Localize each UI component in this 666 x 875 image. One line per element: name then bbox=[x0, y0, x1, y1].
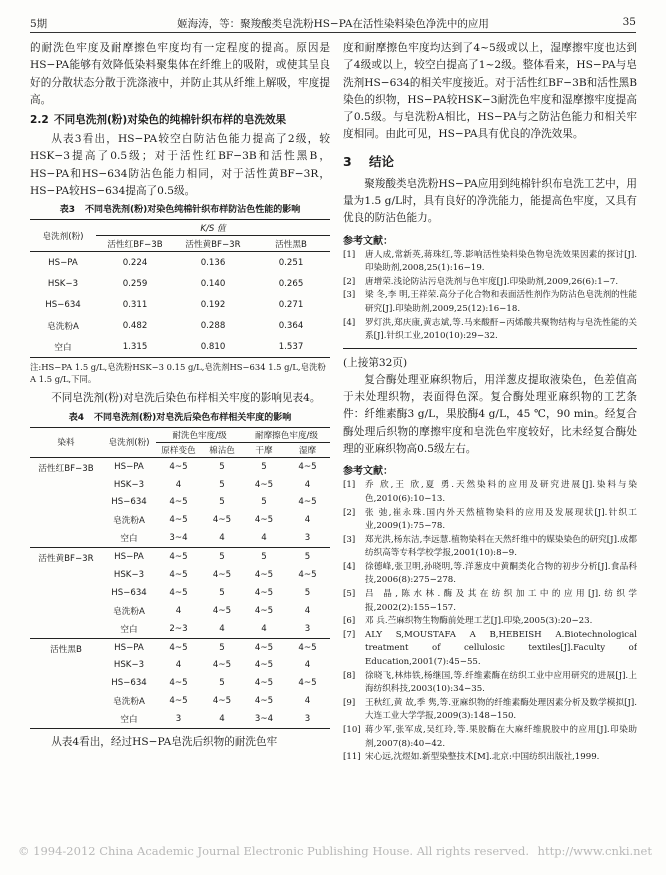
table4 bbox=[30, 427, 330, 729]
reference-number: [4] bbox=[343, 561, 356, 572]
table-cell-value: 5 bbox=[219, 479, 225, 490]
table-cell-value: 0.364 bbox=[278, 320, 304, 331]
table-cell-value: 4~5 bbox=[254, 587, 274, 598]
table-cell-value: 4~5 bbox=[254, 642, 274, 653]
table-cell-agent: HS−634 bbox=[111, 587, 147, 598]
reference-number: [1] bbox=[343, 249, 356, 260]
table-header-dye: 活性红BF−3B bbox=[96, 236, 174, 252]
table3-caption bbox=[30, 204, 330, 217]
table-cell-value: 5 bbox=[261, 552, 267, 563]
table-cell-value: 4~5 bbox=[169, 569, 188, 580]
table-cell-agent: 空白 bbox=[102, 710, 156, 728]
table-cell-value: 5 bbox=[304, 552, 311, 563]
table-cell-value: 0.311 bbox=[122, 299, 148, 310]
table-cell-value: 5 bbox=[219, 497, 225, 508]
table-cell-value: 4~5 bbox=[298, 642, 317, 653]
paragraph: 从表3看出，HS−PA较空白防沾色能力提高了2级，较HSK−3提高了0.5级；对于活性红BF−3B和活性黑B，HS−PA和HS−634防沾色能力相同，对于活性黄BF−3R，HS−PA较HS−634提高了0.5级。 bbox=[30, 133, 330, 198]
paragraph: 从表4看出，经过HS−PA皂洗后织物的耐洗色牢 bbox=[51, 736, 278, 749]
reference-number: [2] bbox=[343, 276, 356, 287]
table-cell-value: 0.192 bbox=[200, 299, 226, 310]
table-cell-value: 4 bbox=[175, 660, 182, 671]
reference-item bbox=[343, 615, 637, 629]
table-cell-agent: HS−PA bbox=[114, 642, 144, 653]
table-header-agent: 皂洗剂(粉) bbox=[102, 427, 156, 457]
reference-list bbox=[343, 479, 637, 764]
section-number: 2.2 bbox=[30, 114, 49, 127]
table-row bbox=[30, 252, 330, 274]
table-cell-value: 4~5 bbox=[298, 461, 317, 472]
table-cell-value: 3 bbox=[156, 710, 201, 728]
table-cell-value: 3 bbox=[285, 620, 330, 638]
reference-text: 张 弛,崔永珠.国内外天然植物染料的应用及发展现状[J].针织工业,2009(1):75−78. bbox=[365, 507, 637, 532]
table-cell-value: 4 bbox=[201, 529, 243, 547]
section-heading-2-2 bbox=[30, 112, 330, 129]
table-cell-value: 5 bbox=[304, 587, 311, 598]
reference-item bbox=[343, 670, 637, 697]
table-header-wash: 耐洗色牢度/级 bbox=[156, 427, 243, 442]
table-header-dye: 活性黄BF−3R bbox=[174, 236, 252, 252]
reference-number: [10] bbox=[343, 725, 361, 735]
table-row bbox=[30, 315, 330, 336]
reference-number: [8] bbox=[343, 670, 356, 681]
table-cell-value: 4~5 bbox=[254, 515, 274, 526]
table-title: 不同皂洗剂(粉)对染色纯棉针织布样防沾色性能的影响 bbox=[85, 205, 301, 216]
table-cell-value: 3~4 bbox=[243, 710, 285, 728]
reference-text: 王秋红,黄 故,季 隽,等.亚麻织物的纤维素酶处理因素分析及数学模拟[J].大连工业大学学报,2009(3):148−150. bbox=[365, 697, 637, 722]
table-cell-value: 4~5 bbox=[169, 696, 188, 707]
references-heading: 参考文献： bbox=[343, 466, 393, 478]
table-cell-value: 4 bbox=[243, 620, 285, 638]
reference-item bbox=[343, 751, 637, 765]
reference-text: 唐人成,常新英,蒋珠红,等.影响活性染料染色物皂洗效果因素的探讨[J].印染助剂,2008,25(1):16−19. bbox=[365, 249, 637, 274]
table-cell-value: 4~5 bbox=[212, 696, 232, 707]
table-cell-value: 4~5 bbox=[254, 479, 274, 490]
table-cell-value: 0.259 bbox=[122, 278, 148, 289]
table-cell-agent: HS−PA bbox=[48, 257, 78, 268]
table-row bbox=[30, 548, 330, 566]
table-cell-value: 5 bbox=[219, 552, 225, 563]
section-number: 3 bbox=[343, 153, 352, 169]
table-cell-value: 0.251 bbox=[278, 257, 304, 268]
table-cell-value: 0.810 bbox=[174, 336, 252, 358]
table-cell-value: 0.288 bbox=[200, 320, 226, 331]
reference-text: 徐晓飞,林炜铁,杨继国,等.纤维素酶在纺织工业中应用研究的进展[J].上海纺织科技,2003(10):34−35. bbox=[365, 670, 637, 695]
table-cell-agent: 空白 bbox=[102, 620, 156, 638]
table-cell-value: 4~5 bbox=[212, 569, 232, 580]
table-subheader: 棉沾色 bbox=[201, 442, 243, 457]
reference-text: 吕 晶,陈水林.酶及其在纺织加工中的应用[J].纺织学报,2002(2):155−157. bbox=[365, 589, 637, 613]
references-heading: 参考文献： bbox=[343, 235, 393, 247]
table-cell-value: 0.271 bbox=[278, 299, 304, 310]
reference-text: 蒋少军,张军成,吴红玲,等.果胶酶在大麻纤维脱胶中的应用[J].印染助剂,2007(8):40−42. bbox=[365, 725, 637, 749]
table-cell-value: 4~5 bbox=[212, 660, 232, 671]
table-subheader: 干摩 bbox=[243, 442, 285, 457]
table-cell-value: 4~5 bbox=[212, 515, 232, 526]
table-cell-value: 4~5 bbox=[169, 515, 188, 526]
table-cell-value: 3 bbox=[285, 710, 330, 728]
reference-item bbox=[343, 507, 637, 534]
reference-number: [1] bbox=[343, 480, 356, 491]
table-row bbox=[30, 273, 330, 294]
reference-text: 宋心远,沈煜如.新型染整技术[M].北京:中国纺织出版社,1999. bbox=[365, 752, 600, 763]
table-cell-value: 4 bbox=[175, 605, 182, 616]
table-cell-value: 5 bbox=[261, 461, 267, 472]
table-cell-agent: HSK−3 bbox=[113, 479, 145, 490]
table-cell-value: 0.224 bbox=[122, 257, 148, 268]
page-number: 35 bbox=[622, 16, 636, 28]
table-cell-value: 4 bbox=[304, 605, 311, 616]
table-cell-value: 4~5 bbox=[254, 678, 274, 689]
paragraph: 聚羧酸类皂洗粉HS−PA应用到纯棉针织布皂洗工艺中，用量为1.5 g/L时，具有良好的净洗能力，能提高色牢度，又具有优良的防沾色能力。 bbox=[343, 177, 637, 225]
table-cell-value: 1.315 bbox=[96, 336, 174, 358]
paragraph: 复合酶处理亚麻织物后，用洋葱皮提取液染色，色差值高于未处理织物，表面得色深。复合酶处理亚麻织物的工艺条件：纤维素酶3 g/L，果胶酶4 g/L，45 ℃，90 min。经复合酶处理后织物的摩擦牢度和皂洗色牢度较好，比未经复合酶处理的亚麻织物高0.5级左右。 bbox=[343, 373, 637, 456]
reference-item bbox=[343, 289, 637, 316]
table-subheader: 原样变色 bbox=[156, 442, 201, 457]
table-cell-agent: 皂洗粉A bbox=[113, 516, 145, 527]
table-cell-dye: 活性黑B bbox=[30, 638, 102, 728]
table-subheader: 湿摩 bbox=[285, 442, 330, 457]
table-cell-value: 4~5 bbox=[169, 587, 188, 598]
table-cell-value: 4 bbox=[201, 620, 243, 638]
table-cell-dye: 活性黄BF−3R bbox=[30, 548, 102, 638]
continued-from: (上接第32页) bbox=[343, 356, 408, 369]
reference-item bbox=[343, 249, 637, 276]
table-header-dye: 活性黑B bbox=[252, 236, 330, 252]
reference-number: [3] bbox=[343, 534, 356, 545]
table-cell-value: 4~5 bbox=[212, 605, 232, 616]
table-cell-agent: HSK−3 bbox=[47, 278, 79, 289]
table-cell-value: 4~5 bbox=[254, 569, 274, 580]
issue-number: 5期 bbox=[30, 18, 48, 30]
table-cell-value: 4~5 bbox=[254, 696, 274, 707]
table-cell-value: 5 bbox=[219, 642, 225, 653]
reference-text: 徐德峰,张卫明,孙晓明,等.洋葱皮中黄酮类化合物的初步分析[J].食品科技,2006(8):275−278. bbox=[365, 561, 637, 586]
watermark-footer bbox=[0, 844, 666, 864]
copyright-text: © 1994-2012 China Academic Journal Electronic Publishing House. All rights reserved. bbox=[18, 844, 529, 858]
table4-caption bbox=[30, 412, 330, 425]
table-cell-value: 2~3 bbox=[156, 620, 201, 638]
table-row bbox=[30, 336, 330, 358]
table3 bbox=[30, 219, 330, 358]
table-cell-value: 5 bbox=[219, 587, 225, 598]
table-label: 表3 bbox=[59, 205, 76, 216]
table-cell-value: 5 bbox=[261, 497, 267, 508]
table-cell-value: 4 bbox=[243, 529, 285, 547]
reference-text: 郑光洪,杨东洁,李远慧.植物染料在天然纤维中的媒染染色的研究[J].成都纺织高等专科学校学报,2001(10):8−9. bbox=[365, 534, 637, 559]
table-cell-value: 4 bbox=[304, 696, 311, 707]
table-cell-value: 0.136 bbox=[200, 257, 226, 268]
section-title: 结论 bbox=[369, 153, 395, 169]
running-header bbox=[30, 14, 636, 33]
table-cell-dye: 活性红BF−3B bbox=[30, 457, 102, 547]
table-cell-agent: HSK−3 bbox=[113, 660, 145, 671]
reference-number: [5] bbox=[343, 589, 356, 600]
table-cell-agent: HS−634 bbox=[111, 497, 147, 508]
table-cell-value: 1.537 bbox=[252, 336, 330, 358]
section-heading-3 bbox=[343, 152, 637, 170]
table-cell-value: 4 bbox=[304, 660, 311, 671]
reference-number: [6] bbox=[343, 616, 356, 627]
reference-item bbox=[343, 479, 637, 506]
running-title: 姬海涛，等：聚羧酸类皂洗粉HS−PA在活性染料染色净洗中的应用 bbox=[177, 18, 489, 30]
reference-item bbox=[343, 724, 637, 751]
table-cell-value: 4~5 bbox=[169, 461, 188, 472]
paragraph: 不同皂洗剂(粉)对皂洗后染色布样相关牢度的影响见表4。 bbox=[51, 392, 321, 405]
reference-item bbox=[343, 588, 637, 615]
reference-item bbox=[343, 561, 637, 588]
table-cell-value: 4 bbox=[304, 479, 311, 490]
table-cell-value: 0.265 bbox=[278, 278, 304, 289]
reference-number: [7] bbox=[343, 629, 356, 640]
table-cell-value: 4~5 bbox=[298, 497, 317, 508]
reference-text: ALY S,MOUSTAFA A B,HEBEISH A.Biotechnological treatment of cellulosic textiles[J].Faculty of Education,2001(7):45−55. bbox=[365, 629, 637, 668]
table-cell-value: 3~4 bbox=[156, 529, 201, 547]
table-header-dye: 染料 bbox=[30, 427, 102, 457]
table-row bbox=[30, 294, 330, 315]
table-cell-value: 4~5 bbox=[298, 569, 317, 580]
paragraph: 度和耐摩擦色牢度均达到了4~5级或以上，湿摩擦牢度也达到了4级或以上，较空白提高了1~2级。整体看来，HS−PA与皂洗剂HS−634的相关牢度接近。对于活性红BF−3B和活性黑B染色的织物，HS−PA较HSK−3耐洗色牢度和湿摩擦牢度提高了0.5级。与皂洗粉A相比，HS−PA与之防沾色能力和相关牢度相同。由此可见，HS−PA具有优良的净洗效果。 bbox=[343, 42, 637, 141]
left-column bbox=[30, 40, 330, 813]
table-cell-value: 4~5 bbox=[169, 497, 188, 508]
table-label: 表4 bbox=[68, 412, 85, 423]
table-cell-value: 5 bbox=[219, 461, 225, 472]
reference-number: [2] bbox=[343, 507, 356, 518]
table-cell-value: 4~5 bbox=[169, 552, 188, 563]
table-cell-agent: HSK−3 bbox=[113, 569, 145, 580]
site-url: http://www.cnki.net bbox=[537, 844, 652, 858]
table-header-agent: 皂洗剂(粉) bbox=[30, 220, 96, 252]
paragraph: 的耐洗色牢度及耐摩擦色牢度均有一定程度的提高。原因是HS−PA能够有效降低染料聚集体在纤维上的吸附，或使其呈良好的分散状态分散于洗涤液中，并防止其从纤维上解吸，牢度提高。 bbox=[30, 42, 330, 106]
reference-text: 乔 欣,王 欣,夏 勇.天然染料的应用及研究进展[J].染料与染色,2010(6):10−13. bbox=[365, 480, 637, 504]
reference-text: 邓 兵.苎麻织物生物酶前处理工艺[J].印染,2005(3):20−23. bbox=[365, 616, 593, 627]
reference-item bbox=[343, 697, 637, 724]
table-cell-agent: 空白 bbox=[30, 336, 96, 358]
table-cell-agent: HS−634 bbox=[45, 299, 81, 310]
table-cell-value: 4~5 bbox=[254, 660, 274, 671]
table-cell-value: 0.482 bbox=[122, 320, 148, 331]
table-row bbox=[30, 638, 330, 656]
reference-number: [3] bbox=[343, 290, 356, 301]
reference-number: [9] bbox=[343, 697, 356, 708]
table-cell-value: 3 bbox=[285, 529, 330, 547]
table-row bbox=[30, 457, 330, 475]
right-column bbox=[343, 40, 637, 813]
divider bbox=[343, 348, 637, 349]
reference-item bbox=[343, 317, 637, 344]
reference-list bbox=[343, 249, 637, 344]
table-cell-value: 4~5 bbox=[169, 642, 188, 653]
reference-number: [4] bbox=[343, 317, 356, 328]
table-cell-agent: HS−PA bbox=[114, 461, 144, 472]
table-cell-agent: 皂洗粉A bbox=[113, 606, 145, 617]
table-cell-agent: 空白 bbox=[102, 529, 156, 547]
table-cell-value: 4 bbox=[304, 515, 311, 526]
table-cell-agent: HS−634 bbox=[111, 678, 147, 689]
table-cell-agent: HS−PA bbox=[114, 552, 144, 563]
table-cell-value: 4 bbox=[175, 479, 182, 490]
reference-text: 罗灯洪,郑庆康,黄志斌,等.马来酸酐−丙烯酸共聚物结构与皂洗性能的关系[J].针织工业,2010(10):29−32. bbox=[365, 317, 637, 342]
table-cell-value: 4~5 bbox=[169, 678, 188, 689]
table3-note: 注:HS−PA 1.5 g/L,皂洗粉HSK−3 0.15 g/L,皂洗剂HS−634 1.5 g/L,皂洗粉A 1.5 g/L,下同。 bbox=[30, 362, 326, 385]
table-cell-value: 4 bbox=[201, 710, 243, 728]
table-title: 不同皂洗剂(粉)对皂洗后染色布样相关牢度的影响 bbox=[94, 412, 292, 423]
reference-item bbox=[343, 276, 637, 290]
table-header-rub: 耐摩擦色牢度/级 bbox=[243, 427, 330, 442]
section-title: 不同皂洗剂(粉)对染色的纯棉针织布样的皂洗效果 bbox=[54, 114, 287, 127]
table-cell-agent: 皂洗粉A bbox=[47, 321, 79, 332]
reference-item bbox=[343, 629, 637, 670]
table-header-ks: K/S 值 bbox=[96, 220, 330, 236]
table-cell-value: 0.140 bbox=[200, 278, 226, 289]
table-cell-value: 4~5 bbox=[254, 605, 274, 616]
reference-text: 梁 冬,李 明,王祥荣.高分子化合物和表面活性剂作为防沾色皂洗剂的性能研究[J].印染助剂,2009,25(12):16−18. bbox=[365, 290, 637, 315]
reference-item bbox=[343, 534, 637, 561]
table-cell-value: 4~5 bbox=[298, 678, 317, 689]
reference-text: 唐增荣.浅论防沾污皂洗剂与色牢度[J].印染助剂,2009,26(6):1−7. bbox=[365, 276, 619, 287]
reference-number: [11] bbox=[343, 752, 361, 763]
table-cell-agent: 皂洗粉A bbox=[113, 697, 145, 708]
table-cell-value: 5 bbox=[219, 678, 225, 689]
